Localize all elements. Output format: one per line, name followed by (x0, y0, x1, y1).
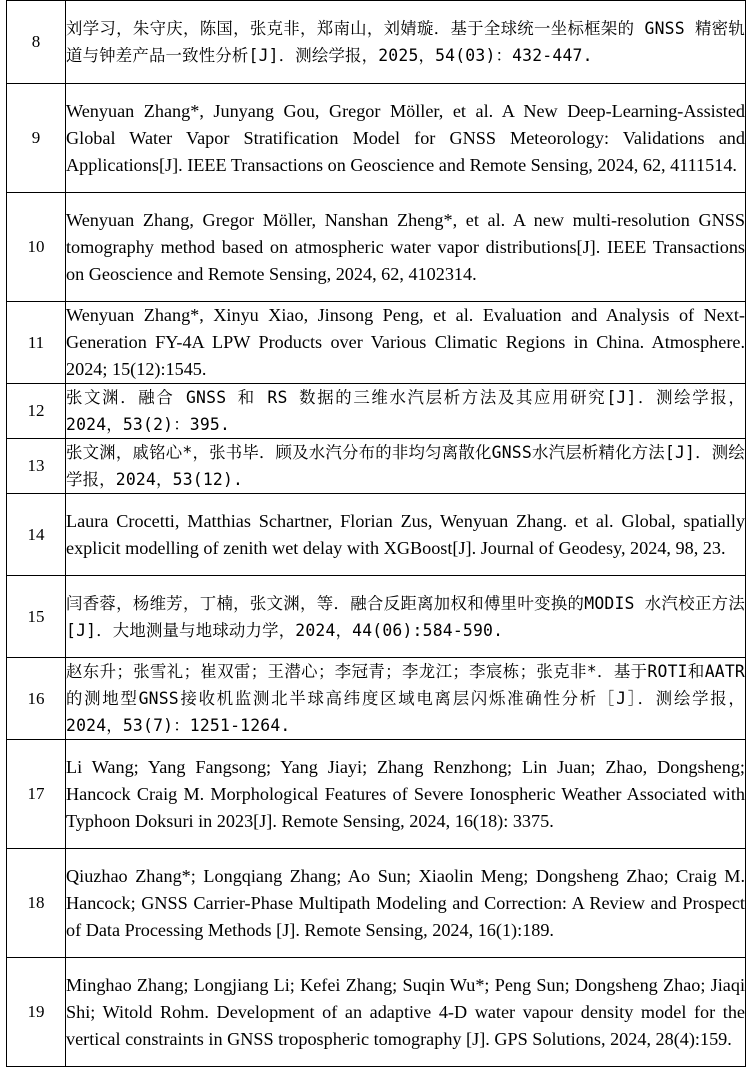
reference-number: 15 (7, 576, 66, 658)
reference-text: Qiuzhao Zhang*; Longqiang Zhang; Ao Sun; Xiaolin Meng; Dongsheng Zhao; Craig M. Hancock; GNSS Carrier-Phase Multipath Modeling and Correction: A Review and Prospect of Data Processing Methods [J]. Remote Sensing, 2024, 16(1):189. (66, 849, 746, 958)
reference-number: 19 (7, 958, 66, 1067)
table-row (7, 849, 746, 958)
reference-text: Li Wang; Yang Fangsong; Yang Jiayi; Zhang Renzhong; Lin Juan; Zhao, Dongsheng; Hancock Craig M. Morphological Features of Severe Ionospheric Weather Associated with Typhoon Doksuri in 2023[J]. Remote Sensing, 2024, 16(18): 3375. (66, 740, 746, 849)
reference-number: 13 (7, 439, 66, 494)
reference-text: 闫香蓉，杨维芳，丁楠，张文渊，等．融合反距离加权和傅里叶变换的MODIS 水汽校正方法[J]．大地测量与地球动力学，2024，44(06):584-590. (66, 576, 746, 658)
table-row (7, 958, 746, 1067)
reference-number: 11 (7, 302, 66, 384)
reference-number: 18 (7, 849, 66, 958)
reference-text: 赵东升；张雪礼；崔双雷；王潜心；李冠青；李龙江；李宸栋；张克非*．基于ROTI和AATR的测地型GNSS接收机监测北半球高纬度区域电离层闪烁准确性分析［J］．测绘学报，2024，53(7)：1251-1264. (66, 658, 746, 740)
reference-text: 张文渊．融合 GNSS 和 RS 数据的三维水汽层析方法及其应用研究[J]．测绘学报，2024，53(2)：395. (66, 384, 746, 439)
table-row (7, 494, 746, 576)
reference-text: Minghao Zhang; Longjiang Li; Kefei Zhang; Suqin Wu*; Peng Sun; Dongsheng Zhao; Jiaqi Shi; Witold Rohm. Development of an adaptive 4-D water vapour density model for the vertical constraints in GNSS tropospheric tomography [J]. GPS Solutions, 2024, 28(4):159. (66, 958, 746, 1067)
reference-number: 16 (7, 658, 66, 740)
table-row (7, 1, 746, 84)
reference-text: 刘学习，朱守庆，陈国，张克非，郑南山，刘婧璇．基于全球统一坐标框架的 GNSS 精密轨道与钟差产品一致性分析[J]．测绘学报，2025，54(03)：432-447. (66, 1, 746, 84)
table-row (7, 84, 746, 193)
table-row (7, 384, 746, 439)
table-row (7, 439, 746, 494)
reference-text: Wenyuan Zhang, Gregor Möller, Nanshan Zheng*, et al. A new multi-resolution GNSS tomography method based on atmospheric water vapor distributions[J]. IEEE Transactions on Geoscience and Remote Sensing, 2024, 62, 4102314. (66, 193, 746, 302)
table-row (7, 740, 746, 849)
reference-text: Wenyuan Zhang*, Junyang Gou, Gregor Möller, et al. A New Deep-Learning-Assisted Global Water Vapor Stratification Model for GNSS Meteorology: Validations and Applications[J]. IEEE Transactions on Geoscience and Remote Sensing, 2024, 62, 4111514. (66, 84, 746, 193)
reference-number: 10 (7, 193, 66, 302)
reference-number: 17 (7, 740, 66, 849)
table-row (7, 302, 746, 384)
table-row (7, 658, 746, 740)
reference-number: 12 (7, 384, 66, 439)
reference-text: 张文渊，戚铭心*，张书毕．顾及水汽分布的非均匀离散化GNSS水汽层析精化方法[J]．测绘学报，2024，53(12). (66, 439, 746, 494)
references-table (6, 0, 746, 1067)
table-row (7, 576, 746, 658)
reference-text: Wenyuan Zhang*, Xinyu Xiao, Jinsong Peng, et al. Evaluation and Analysis of Next-Generation FY-4A LPW Products over Various Climatic Regions in China. Atmosphere. 2024; 15(12):1545. (66, 302, 746, 384)
reference-number: 9 (7, 84, 66, 193)
reference-text: Laura Crocetti, Matthias Schartner, Florian Zus, Wenyuan Zhang. et al. Global, spatially explicit modelling of zenith wet delay with XGBoost[J]. Journal of Geodesy, 2024, 98, 23. (66, 494, 746, 576)
table-row (7, 193, 746, 302)
reference-number: 8 (7, 1, 66, 84)
reference-number: 14 (7, 494, 66, 576)
